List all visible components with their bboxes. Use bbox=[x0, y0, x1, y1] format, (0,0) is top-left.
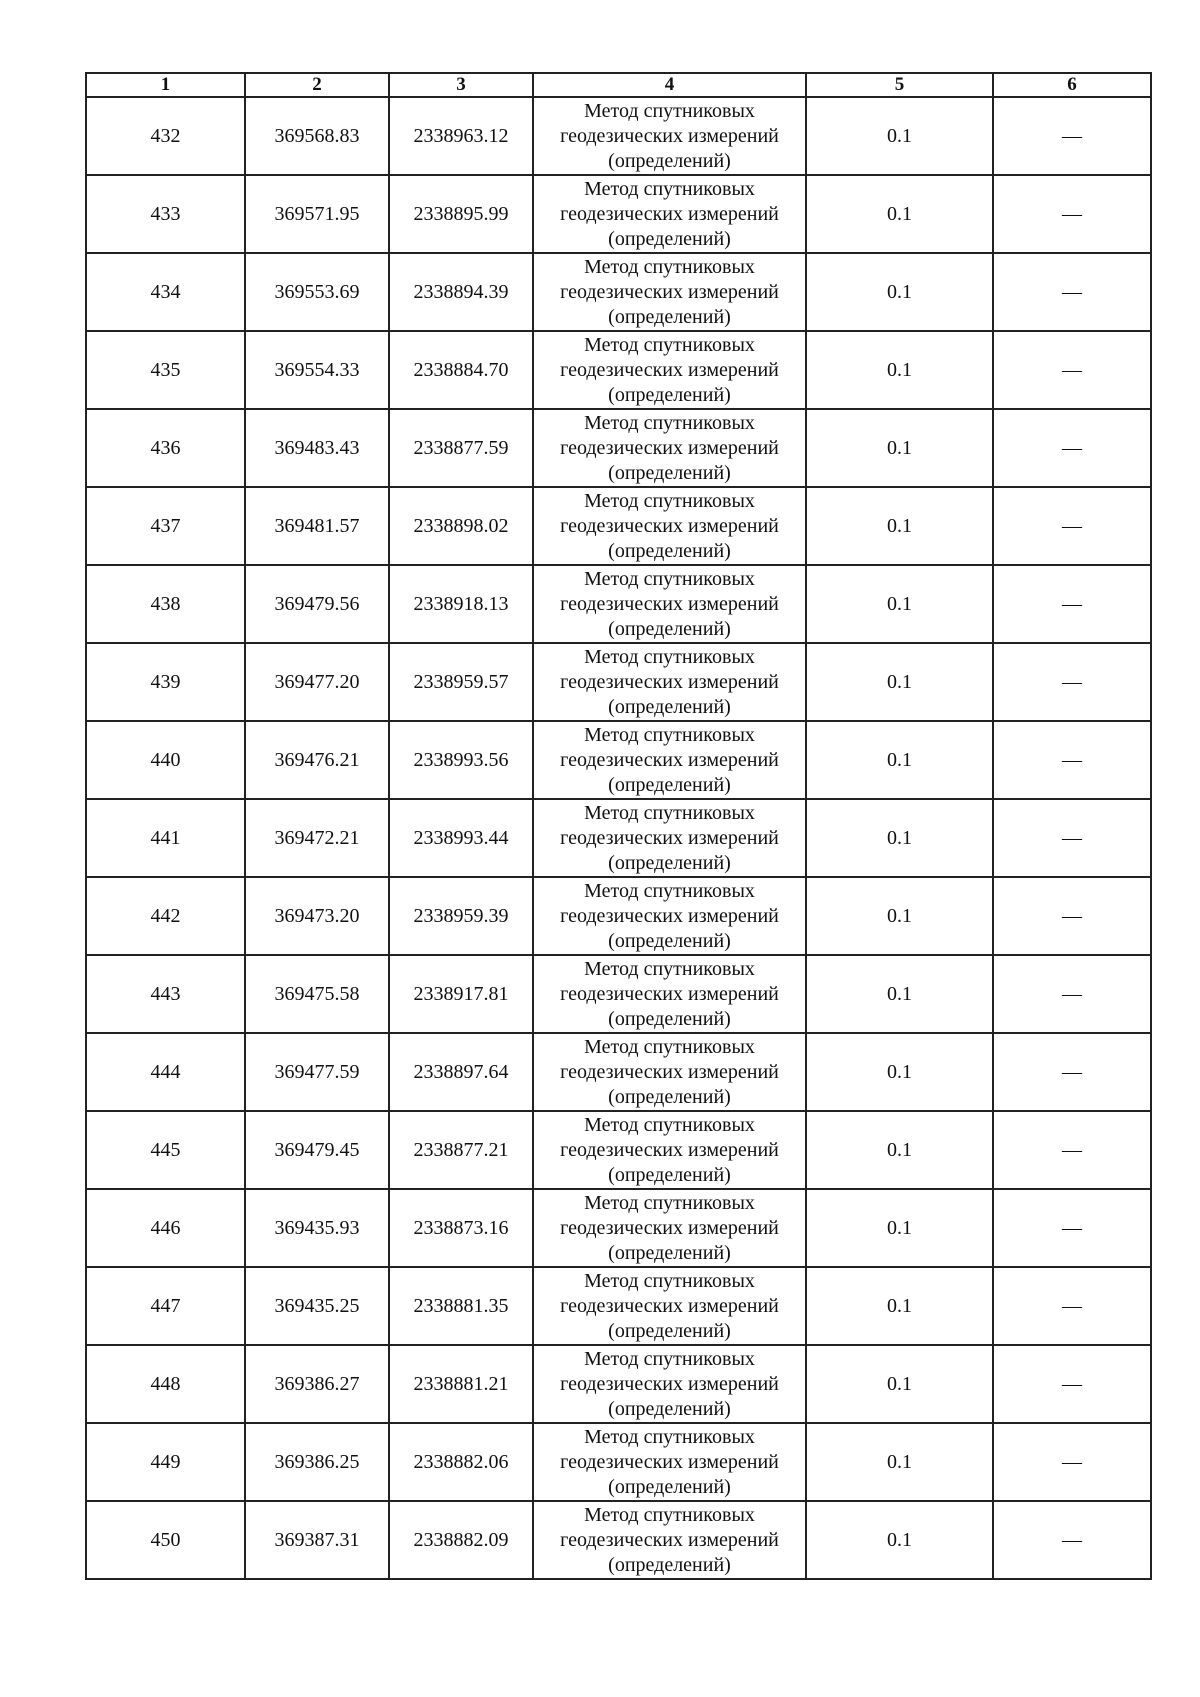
method-line: (определений) bbox=[608, 1007, 731, 1030]
coordinate-y-cell: 2338882.09 bbox=[389, 1501, 533, 1579]
accuracy-cell: 0.1 bbox=[806, 643, 993, 721]
method-line: геодезических измерений bbox=[560, 514, 779, 537]
method-line: (определений) bbox=[608, 305, 731, 328]
accuracy-cell: 0.1 bbox=[806, 1501, 993, 1579]
method-line: Метод спутниковых bbox=[584, 333, 755, 356]
method-cell bbox=[533, 331, 806, 409]
method-cell bbox=[533, 487, 806, 565]
coordinate-y-cell: 2338884.70 bbox=[389, 331, 533, 409]
note-cell: — bbox=[993, 1423, 1151, 1501]
method-line: геодезических измерений bbox=[560, 826, 779, 849]
point-number-cell: 441 bbox=[86, 799, 245, 877]
method-cell bbox=[533, 97, 806, 175]
coordinate-x-cell: 369435.25 bbox=[245, 1267, 389, 1345]
method-cell bbox=[533, 799, 806, 877]
coordinate-y-cell: 2338877.59 bbox=[389, 409, 533, 487]
header-col-6: 6 bbox=[993, 73, 1151, 97]
method-line: геодезических измерений bbox=[560, 280, 779, 303]
table-row bbox=[86, 487, 1151, 565]
point-number-cell: 434 bbox=[86, 253, 245, 331]
method-line: (определений) bbox=[608, 227, 731, 250]
header-col-2: 2 bbox=[245, 73, 389, 97]
point-number-cell: 432 bbox=[86, 97, 245, 175]
accuracy-cell: 0.1 bbox=[806, 1033, 993, 1111]
method-line: геодезических измерений bbox=[560, 592, 779, 615]
note-cell: — bbox=[993, 721, 1151, 799]
coordinate-x-cell: 369387.31 bbox=[245, 1501, 389, 1579]
table-row bbox=[86, 1267, 1151, 1345]
header-col-1: 1 bbox=[86, 73, 245, 97]
note-cell: — bbox=[993, 1111, 1151, 1189]
coordinate-x-cell: 369481.57 bbox=[245, 487, 389, 565]
method-line: (определений) bbox=[608, 773, 731, 796]
coordinate-x-cell: 369476.21 bbox=[245, 721, 389, 799]
note-cell: — bbox=[993, 1033, 1151, 1111]
method-line: геодезических измерений bbox=[560, 982, 779, 1005]
method-line: Метод спутниковых bbox=[584, 723, 755, 746]
note-cell: — bbox=[993, 643, 1151, 721]
note-cell: — bbox=[993, 1345, 1151, 1423]
method-line: Метод спутниковых bbox=[584, 1269, 755, 1292]
method-line: Метод спутниковых bbox=[584, 1113, 755, 1136]
method-cell bbox=[533, 409, 806, 487]
method-line: (определений) bbox=[608, 1397, 731, 1420]
method-cell bbox=[533, 253, 806, 331]
point-number-cell: 445 bbox=[86, 1111, 245, 1189]
method-line: Метод спутниковых bbox=[584, 255, 755, 278]
coordinate-y-cell: 2338881.35 bbox=[389, 1267, 533, 1345]
method-cell bbox=[533, 1033, 806, 1111]
method-line: геодезических измерений bbox=[560, 670, 779, 693]
coordinate-x-cell: 369571.95 bbox=[245, 175, 389, 253]
method-line: (определений) bbox=[608, 851, 731, 874]
method-line: геодезических измерений bbox=[560, 436, 779, 459]
coordinate-y-cell: 2338873.16 bbox=[389, 1189, 533, 1267]
accuracy-cell: 0.1 bbox=[806, 955, 993, 1033]
method-line: геодезических измерений bbox=[560, 1372, 779, 1395]
coordinate-x-cell: 369477.20 bbox=[245, 643, 389, 721]
table-row bbox=[86, 643, 1151, 721]
method-line: геодезических измерений bbox=[560, 1294, 779, 1317]
table-row bbox=[86, 1501, 1151, 1579]
coordinate-x-cell: 369473.20 bbox=[245, 877, 389, 955]
coordinate-x-cell: 369386.27 bbox=[245, 1345, 389, 1423]
point-number-cell: 442 bbox=[86, 877, 245, 955]
method-line: (определений) bbox=[608, 1319, 731, 1342]
table-row bbox=[86, 799, 1151, 877]
coordinate-x-cell: 369475.58 bbox=[245, 955, 389, 1033]
method-cell bbox=[533, 955, 806, 1033]
method-line: геодезических измерений bbox=[560, 1450, 779, 1473]
point-number-cell: 449 bbox=[86, 1423, 245, 1501]
point-number-cell: 437 bbox=[86, 487, 245, 565]
method-cell bbox=[533, 721, 806, 799]
method-line: Метод спутниковых bbox=[584, 99, 755, 122]
accuracy-cell: 0.1 bbox=[806, 331, 993, 409]
method-line: геодезических измерений bbox=[560, 124, 779, 147]
coordinate-x-cell: 369435.93 bbox=[245, 1189, 389, 1267]
method-line: Метод спутниковых bbox=[584, 879, 755, 902]
accuracy-cell: 0.1 bbox=[806, 487, 993, 565]
table-row bbox=[86, 1423, 1151, 1501]
note-cell: — bbox=[993, 799, 1151, 877]
coordinate-x-cell: 369483.43 bbox=[245, 409, 389, 487]
method-line: Метод спутниковых bbox=[584, 1035, 755, 1058]
accuracy-cell: 0.1 bbox=[806, 1267, 993, 1345]
table-row bbox=[86, 1345, 1151, 1423]
point-number-cell: 448 bbox=[86, 1345, 245, 1423]
point-number-cell: 435 bbox=[86, 331, 245, 409]
coordinate-x-cell: 369479.45 bbox=[245, 1111, 389, 1189]
coordinate-y-cell: 2338877.21 bbox=[389, 1111, 533, 1189]
note-cell: — bbox=[993, 175, 1151, 253]
table-row bbox=[86, 1189, 1151, 1267]
method-line: Метод спутниковых bbox=[584, 957, 755, 980]
method-line: Метод спутниковых bbox=[584, 1425, 755, 1448]
accuracy-cell: 0.1 bbox=[806, 799, 993, 877]
method-line: геодезических измерений bbox=[560, 1060, 779, 1083]
accuracy-cell: 0.1 bbox=[806, 175, 993, 253]
method-line: Метод спутниковых bbox=[584, 489, 755, 512]
coordinate-y-cell: 2338959.39 bbox=[389, 877, 533, 955]
coordinate-y-cell: 2338881.21 bbox=[389, 1345, 533, 1423]
method-line: (определений) bbox=[608, 695, 731, 718]
method-line: (определений) bbox=[608, 929, 731, 952]
method-line: Метод спутниковых bbox=[584, 1191, 755, 1214]
method-line: (определений) bbox=[608, 1475, 731, 1498]
table-row bbox=[86, 253, 1151, 331]
accuracy-cell: 0.1 bbox=[806, 409, 993, 487]
point-number-cell: 450 bbox=[86, 1501, 245, 1579]
point-number-cell: 446 bbox=[86, 1189, 245, 1267]
accuracy-cell: 0.1 bbox=[806, 877, 993, 955]
method-cell bbox=[533, 1501, 806, 1579]
method-line: Метод спутниковых bbox=[584, 567, 755, 590]
coordinate-x-cell: 369553.69 bbox=[245, 253, 389, 331]
table-body bbox=[86, 97, 1151, 1579]
table-row bbox=[86, 331, 1151, 409]
accuracy-cell: 0.1 bbox=[806, 1189, 993, 1267]
header-row bbox=[86, 73, 1151, 97]
note-cell: — bbox=[993, 1501, 1151, 1579]
table-row bbox=[86, 721, 1151, 799]
method-cell bbox=[533, 643, 806, 721]
table-row bbox=[86, 565, 1151, 643]
accuracy-cell: 0.1 bbox=[806, 565, 993, 643]
method-line: Метод спутниковых bbox=[584, 1347, 755, 1370]
method-line: (определений) bbox=[608, 1241, 731, 1264]
table-row bbox=[86, 955, 1151, 1033]
method-line: Метод спутниковых bbox=[584, 411, 755, 434]
coordinate-y-cell: 2338882.06 bbox=[389, 1423, 533, 1501]
method-line: (определений) bbox=[608, 149, 731, 172]
method-line: геодезических измерений bbox=[560, 1138, 779, 1161]
table-row bbox=[86, 175, 1151, 253]
method-line: Метод спутниковых bbox=[584, 1503, 755, 1526]
coordinate-y-cell: 2338963.12 bbox=[389, 97, 533, 175]
method-line: геодезических измерений bbox=[560, 1216, 779, 1239]
method-line: геодезических измерений bbox=[560, 358, 779, 381]
method-line: геодезических измерений bbox=[560, 1528, 779, 1551]
method-cell bbox=[533, 877, 806, 955]
method-cell bbox=[533, 1267, 806, 1345]
accuracy-cell: 0.1 bbox=[806, 97, 993, 175]
method-cell bbox=[533, 175, 806, 253]
point-number-cell: 444 bbox=[86, 1033, 245, 1111]
point-number-cell: 433 bbox=[86, 175, 245, 253]
accuracy-cell: 0.1 bbox=[806, 1423, 993, 1501]
method-line: (определений) bbox=[608, 617, 731, 640]
table-row bbox=[86, 409, 1151, 487]
method-line: (определений) bbox=[608, 1553, 731, 1576]
note-cell: — bbox=[993, 1189, 1151, 1267]
method-cell bbox=[533, 1189, 806, 1267]
point-number-cell: 438 bbox=[86, 565, 245, 643]
coordinates-table bbox=[85, 72, 1152, 1580]
method-line: Метод спутниковых bbox=[584, 177, 755, 200]
coordinate-y-cell: 2338993.56 bbox=[389, 721, 533, 799]
coordinate-y-cell: 2338959.57 bbox=[389, 643, 533, 721]
coordinate-x-cell: 369568.83 bbox=[245, 97, 389, 175]
method-line: (определений) bbox=[608, 461, 731, 484]
method-line: геодезических измерений bbox=[560, 748, 779, 771]
note-cell: — bbox=[993, 955, 1151, 1033]
accuracy-cell: 0.1 bbox=[806, 1111, 993, 1189]
note-cell: — bbox=[993, 253, 1151, 331]
coordinate-y-cell: 2338895.99 bbox=[389, 175, 533, 253]
method-line: (определений) bbox=[608, 1163, 731, 1186]
table-row bbox=[86, 1111, 1151, 1189]
method-line: геодезических измерений bbox=[560, 904, 779, 927]
accuracy-cell: 0.1 bbox=[806, 1345, 993, 1423]
coordinate-x-cell: 369554.33 bbox=[245, 331, 389, 409]
point-number-cell: 443 bbox=[86, 955, 245, 1033]
method-cell bbox=[533, 565, 806, 643]
table-row bbox=[86, 877, 1151, 955]
coordinate-y-cell: 2338918.13 bbox=[389, 565, 533, 643]
table-row bbox=[86, 97, 1151, 175]
note-cell: — bbox=[993, 331, 1151, 409]
note-cell: — bbox=[993, 565, 1151, 643]
coordinate-x-cell: 369479.56 bbox=[245, 565, 389, 643]
point-number-cell: 439 bbox=[86, 643, 245, 721]
method-line: геодезических измерений bbox=[560, 202, 779, 225]
note-cell: — bbox=[993, 1267, 1151, 1345]
accuracy-cell: 0.1 bbox=[806, 721, 993, 799]
method-line: Метод спутниковых bbox=[584, 645, 755, 668]
note-cell: — bbox=[993, 97, 1151, 175]
coordinate-x-cell: 369477.59 bbox=[245, 1033, 389, 1111]
method-line: (определений) bbox=[608, 1085, 731, 1108]
header-col-3: 3 bbox=[389, 73, 533, 97]
coordinate-y-cell: 2338897.64 bbox=[389, 1033, 533, 1111]
note-cell: — bbox=[993, 487, 1151, 565]
point-number-cell: 447 bbox=[86, 1267, 245, 1345]
coordinate-x-cell: 369386.25 bbox=[245, 1423, 389, 1501]
coordinate-y-cell: 2338898.02 bbox=[389, 487, 533, 565]
coordinate-y-cell: 2338993.44 bbox=[389, 799, 533, 877]
method-cell bbox=[533, 1423, 806, 1501]
coordinate-y-cell: 2338894.39 bbox=[389, 253, 533, 331]
coordinate-x-cell: 369472.21 bbox=[245, 799, 389, 877]
note-cell: — bbox=[993, 409, 1151, 487]
point-number-cell: 436 bbox=[86, 409, 245, 487]
header-col-5: 5 bbox=[806, 73, 993, 97]
method-cell bbox=[533, 1345, 806, 1423]
coordinate-y-cell: 2338917.81 bbox=[389, 955, 533, 1033]
method-line: Метод спутниковых bbox=[584, 801, 755, 824]
table-row bbox=[86, 1033, 1151, 1111]
note-cell: — bbox=[993, 877, 1151, 955]
point-number-cell: 440 bbox=[86, 721, 245, 799]
method-line: (определений) bbox=[608, 383, 731, 406]
method-line: (определений) bbox=[608, 539, 731, 562]
method-cell bbox=[533, 1111, 806, 1189]
accuracy-cell: 0.1 bbox=[806, 253, 993, 331]
header-col-4: 4 bbox=[533, 73, 806, 97]
